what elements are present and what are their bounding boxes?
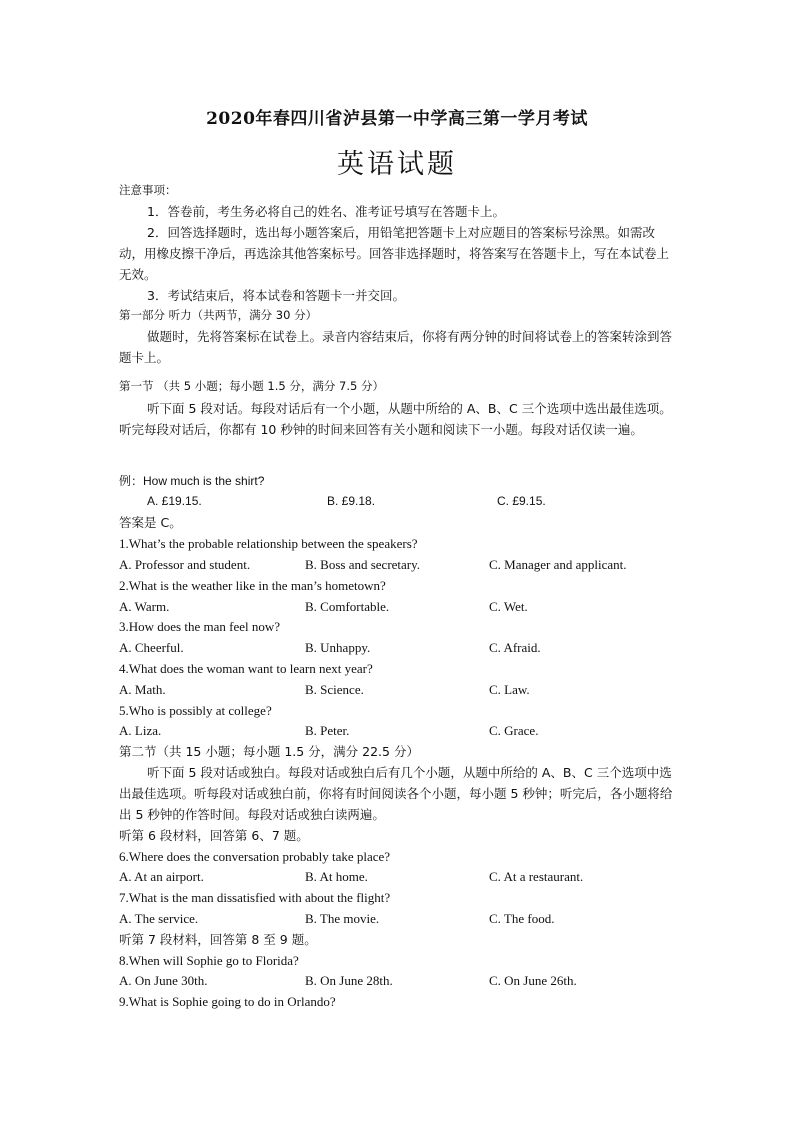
- notice-item: 2．回答选择题时，选出每小题答案后，用铅笔把答题卡上对应题目的答案标号涂黑。如需改动，用橡皮擦干净后，再选涂其他答案标号。回答非选择题时，将答案写在答题卡上，写在本试卷上无效。: [119, 225, 670, 282]
- option-b: B. Comfortable.: [305, 599, 390, 614]
- example-question: 例：How much is the shirt?: [119, 474, 265, 488]
- option-c: C. Manager and applicant.: [489, 557, 627, 572]
- question-6: 6.Where does the conversation probably take place?: [119, 849, 391, 864]
- option-a: A. Math.: [119, 682, 166, 697]
- section2-heading: 第二节（共 15 小题；每小题 1.5 分，满分 22.5 分）: [119, 744, 419, 759]
- option-c: C. The food.: [489, 911, 555, 926]
- option-b: B. Unhappy.: [305, 640, 371, 655]
- option-b: B. Science.: [305, 682, 364, 697]
- option-c: C. On June 26th.: [489, 973, 577, 988]
- exam-title: 2020年春四川省泸县第一中学高三第一学月考试: [206, 109, 588, 129]
- options-2: [119, 596, 679, 617]
- question-4: 4.What does the woman want to learn next year?: [119, 661, 373, 676]
- question-5: 5.Who is possibly at college?: [119, 703, 272, 718]
- notice-item: 1．答卷前，考生务必将自己的姓名、准考证号填写在答题卡上。: [147, 204, 505, 219]
- question-2: 2.What is the weather like in the man’s hometown?: [119, 578, 386, 593]
- option-a: A. On June 30th.: [119, 973, 208, 988]
- options-8: [119, 970, 679, 991]
- section1-heading: 第一节 （共 5 小题；每小题 1.5 分，满分 7.5 分）: [119, 379, 384, 393]
- options-1: [119, 554, 679, 575]
- option-a: A. At an airport.: [119, 869, 204, 884]
- option-a: A. Cheerful.: [119, 640, 184, 655]
- options-7: [119, 908, 679, 929]
- option-b: B. Peter.: [305, 723, 350, 738]
- option-a: A. The service.: [119, 911, 199, 926]
- section2-instruction: 听下面 5 段对话或独白。每段对话或独白后有几个小题，从题中所给的 A、B、C 三个选项中选出最佳选项。听每段对话或独白前，你将有时间阅读各个小题，每小题 5 秒钟；听完后，各小题将给出 5 秒钟的作答时间。每段对话或独白读两遍。: [119, 765, 673, 822]
- option-a: A. Warm.: [119, 599, 170, 614]
- option-b: B. £9.18.: [327, 494, 376, 508]
- option-c: C. Wet.: [489, 599, 528, 614]
- options-3: [119, 637, 679, 658]
- section1-instruction: 听下面 5 段对话。每段对话后有一个小题，从题中所给的 A、B、C 三个选项中选出最佳选项。听完每段对话后，你都有 10 秒钟的时间来回答有关小题和阅读下一小题。每段对话仅读一遍。: [119, 401, 672, 437]
- part1-heading: 第一部分 听力（共两节，满分 30 分）: [119, 308, 318, 322]
- question-9: 9.What is Sophie going to do in Orlando?: [119, 994, 336, 1009]
- example-answer: 答案是 C。: [119, 515, 182, 530]
- option-b: B. On June 28th.: [305, 973, 393, 988]
- options-6: [119, 866, 679, 887]
- question-7: 7.What is the man dissatisfied with about the flight?: [119, 890, 391, 905]
- option-c: C. £9.15.: [497, 494, 546, 508]
- option-c: C. Afraid.: [489, 640, 541, 655]
- exam-subtitle: 英语试题: [337, 149, 457, 180]
- material-6-heading: 听第 6 段材料，回答第 6、7 题。: [119, 828, 309, 843]
- option-c: C. Law.: [489, 682, 530, 697]
- option-b: B. At home.: [305, 869, 368, 884]
- option-c: C. At a restaurant.: [489, 869, 584, 884]
- question-8: 8.When will Sophie go to Florida?: [119, 953, 299, 968]
- option-b: B. The movie.: [305, 911, 380, 926]
- question-1: 1.What’s the probable relationship between the speakers?: [119, 536, 418, 551]
- option-c: C. Grace.: [489, 723, 539, 738]
- option-a: A. Liza.: [119, 723, 162, 738]
- part1-instruction: 做题时，先将答案标在试卷上。录音内容结束后，你将有两分钟的时间将试卷上的答案转涂到答题卡上。: [119, 329, 673, 365]
- notice-heading: 注意事项：: [119, 183, 177, 197]
- example-options: [119, 491, 679, 512]
- question-3: 3.How does the man feel now?: [119, 619, 281, 634]
- option-a: A. £19.15.: [147, 494, 202, 508]
- options-4: [119, 679, 679, 700]
- notice-item: 3．考试结束后，将本试卷和答题卡一并交回。: [147, 288, 405, 303]
- option-b: B. Boss and secretary.: [305, 557, 421, 572]
- option-a: A. Professor and student.: [119, 557, 251, 572]
- material-7-heading: 听第 7 段材料，回答第 8 至 9 题。: [119, 932, 317, 947]
- options-5: [119, 720, 679, 741]
